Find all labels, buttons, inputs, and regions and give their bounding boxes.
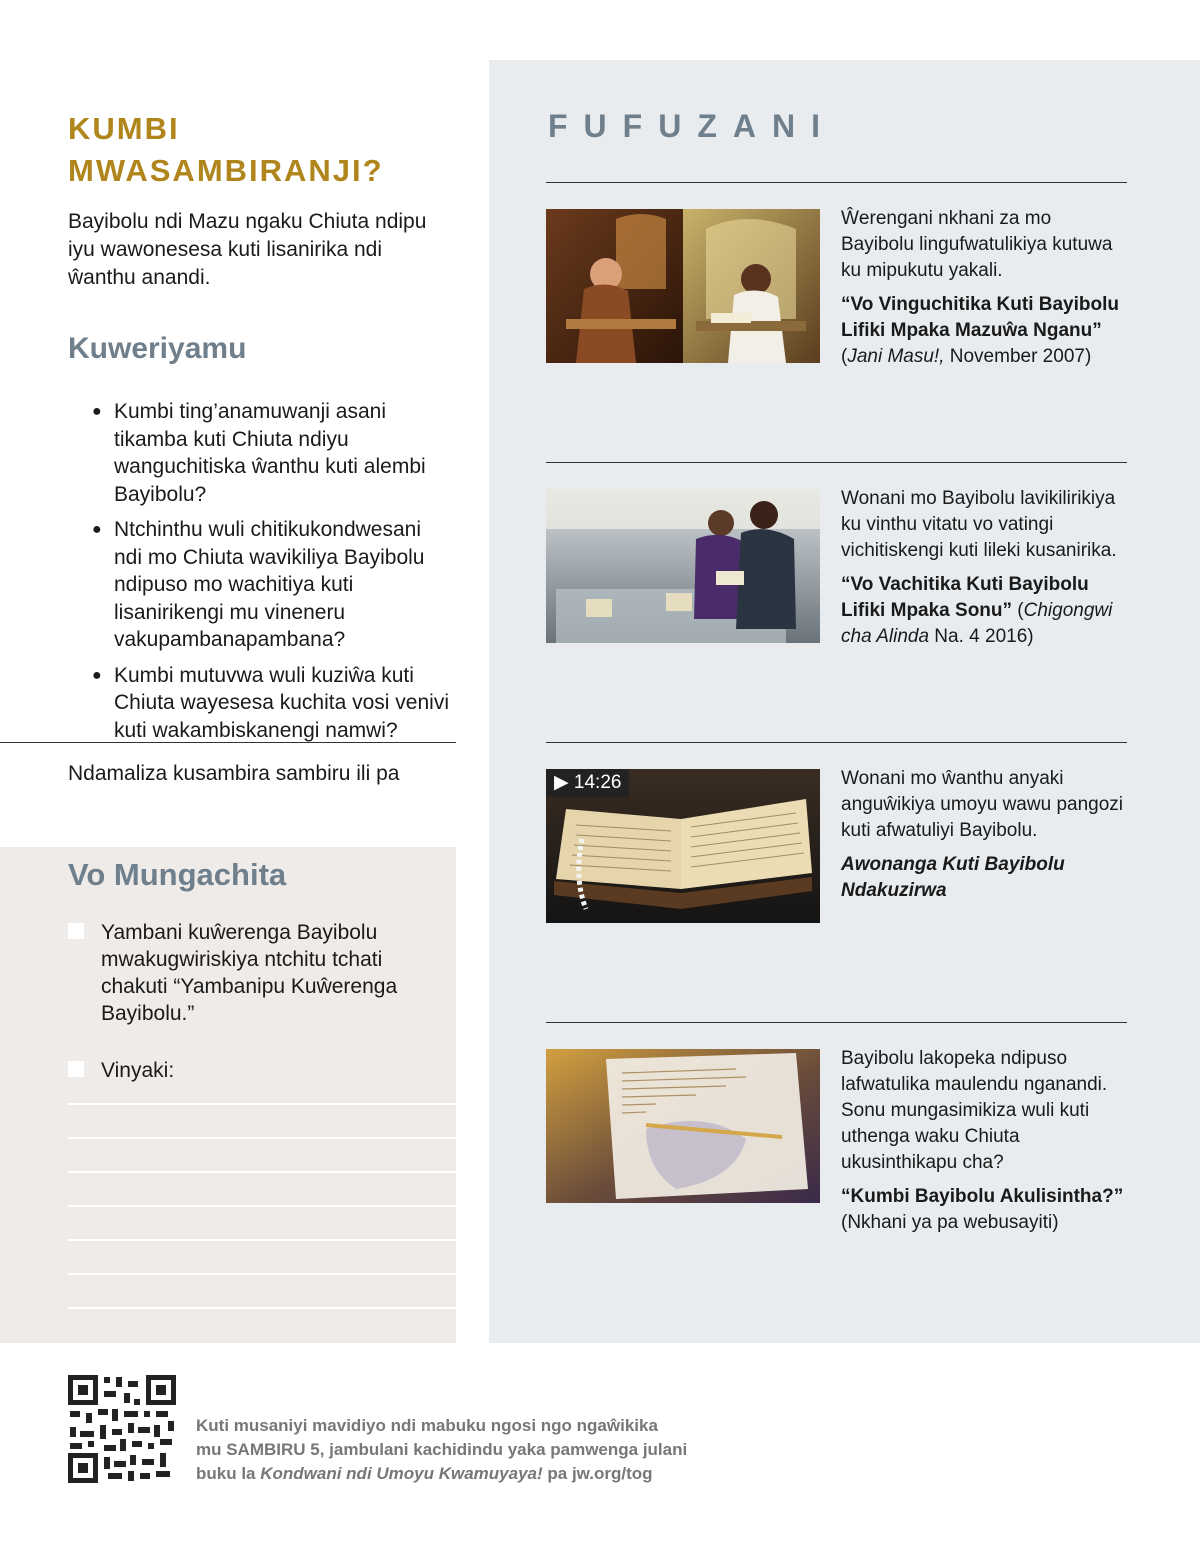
resource-title[interactable]: “Vo Vinguchitika Kuti Bayibolu Lifiki Mpaka Mazuŵa Nganu” xyxy=(841,294,1119,341)
footer-text: buku la xyxy=(196,1464,261,1483)
review-question xyxy=(90,398,450,508)
resource-entry xyxy=(841,486,1129,650)
video-duration-badge[interactable] xyxy=(546,769,629,797)
museum-image[interactable] xyxy=(546,489,820,643)
bullet-icon: ● xyxy=(92,666,102,684)
review-question-text: Ntchinthu wuli chitikukondwesani ndi mo Chiuta wavikiliya Bayibolu ndipuso mo wachitiya kuti lisanirikengi mu vineneru vakupambanapambana? xyxy=(114,518,425,651)
publication-name: Chigongwi cha Alinda xyxy=(841,600,1113,647)
writing-line[interactable] xyxy=(68,1137,456,1139)
recap-summary: Bayibolu ndi Mazu ngaku Chiuta ndipu iyu wawonesesa kuti lisanirika ndi ŵanthu anandi. xyxy=(68,210,427,289)
bullet-icon: ● xyxy=(92,521,102,538)
writing-line[interactable] xyxy=(68,1273,456,1275)
resource-source[interactable] xyxy=(841,1184,1129,1236)
review-question-text: Kumbi ting’anamuwanji asani tikamba kuti Chiuta ndiyu wanguchitiska ŵanthu kuti alembi Bayibolu? xyxy=(114,400,426,506)
goal-item xyxy=(68,919,448,1027)
review-question-text: Kumbi mutuvwa wuli kuziŵa kuti Chiuta wayesesa kuchita vosi venivi kuti wakambiskanengi namwi? xyxy=(114,663,449,742)
goal-text: Yambani kuŵerenga Bayibolu mwakugwiriskiya ntchitu tchati chakuti “Yambanipu Kuŵerenga Bayibolu.” xyxy=(101,921,398,1025)
qr-code[interactable] xyxy=(68,1375,176,1483)
divider xyxy=(546,1022,1127,1023)
play-icon: ▶ xyxy=(554,772,569,793)
remember-heading: FUFUZANI xyxy=(548,108,836,144)
resource-title[interactable]: “Kumbi Bayibolu Akulisintha?” xyxy=(841,1186,1124,1207)
review-question xyxy=(90,662,450,745)
remember-panel xyxy=(489,60,1200,1343)
divider xyxy=(546,742,1127,743)
review-question-list xyxy=(90,398,450,752)
video-duration: 14:26 xyxy=(573,772,622,793)
recap-title-line2: MWASAMBIRANJI? xyxy=(68,153,384,188)
footer-line xyxy=(196,1462,736,1486)
footer-line: mu SAMBIRU 5, jambulani kachidindu yaka pamwenga julani xyxy=(196,1440,688,1459)
recap-title xyxy=(68,108,448,192)
two-scribes-image[interactable] xyxy=(546,209,820,363)
goals-heading: Vo Mungachita xyxy=(68,857,287,892)
resource-source-text: November 2007) xyxy=(944,346,1092,367)
video-title[interactable]: Awonanga Kuti Bayibolu Ndakuzirwa xyxy=(841,854,1065,901)
writing-line[interactable] xyxy=(68,1307,456,1309)
resource-source[interactable] xyxy=(841,852,1129,904)
manuscript-image[interactable] xyxy=(546,1049,820,1203)
two-scribes-illustration xyxy=(546,209,820,363)
writing-line[interactable] xyxy=(68,1205,456,1207)
divider xyxy=(0,742,456,743)
footer-line: Kuti musaniyi mavidiyo ndi mabuku ngosi ngo ngaŵikika xyxy=(196,1416,658,1435)
divider xyxy=(546,462,1127,463)
goal-text: Vinyaki: xyxy=(101,1059,175,1082)
video-thumbnail[interactable] xyxy=(546,769,820,923)
handwriting-manuscript-photo xyxy=(546,1049,820,1203)
resource-entry xyxy=(841,766,1129,904)
writing-line[interactable] xyxy=(68,1103,456,1105)
review-question xyxy=(90,516,450,654)
resource-description: Ŵerengani nkhani za mo Bayibolu lingufwatulikiya kutuwa ku mipukutu yakali. xyxy=(841,208,1113,281)
footer-link-text[interactable]: pa jw.org/tog xyxy=(542,1464,653,1483)
recap-title-line1: KUMBI xyxy=(68,111,180,146)
resource-description: Wonani mo Bayibolu lavikilirikiya ku vinthu vitatu vo vatingi vichitiskengi kuti lileki kusanirika. xyxy=(841,488,1117,561)
resource-entry xyxy=(841,1046,1129,1236)
checkbox[interactable] xyxy=(68,923,84,939)
museum-couple-photo xyxy=(546,489,820,643)
resource-source-text: (Nkhani ya pa webusayiti) xyxy=(841,1212,1059,1233)
resource-title[interactable]: “Vo Vachitika Kuti Bayibolu Lifiki Mpaka Sonu” xyxy=(841,574,1089,621)
writing-line[interactable] xyxy=(68,1171,456,1173)
bullet-icon: ● xyxy=(92,403,102,420)
goals-panel xyxy=(0,847,456,1343)
resource-source[interactable] xyxy=(841,572,1129,650)
completed-statement: Ndamaliza kusambira sambiru ili pa xyxy=(68,762,400,785)
resource-source[interactable] xyxy=(841,292,1129,370)
resource-entry xyxy=(841,206,1129,370)
resource-source-text: ( xyxy=(841,346,848,367)
resource-source-text: Na. 4 2016) xyxy=(929,626,1034,647)
resource-source-text: ( xyxy=(1012,600,1024,621)
resource-description: Wonani mo ŵanthu anyaki anguŵikiya umoyu wawu pangozi kuti afwatuliyi Bayibolu. xyxy=(841,768,1123,841)
qr-code-graphic xyxy=(68,1375,176,1483)
book-title: Kondwani ndi Umoyu Kwamuyaya! xyxy=(260,1464,543,1483)
writing-line[interactable] xyxy=(68,1239,456,1241)
checkbox[interactable] xyxy=(68,1061,84,1077)
resource-description: Bayibolu lakopeka ndipuso lafwatulika maulendu nganandi. Sonu mungasimikiza wuli kuti uthenga waku Chiuta ukusinthikapu cha? xyxy=(841,1048,1108,1173)
review-heading: Kuweriyamu xyxy=(68,332,247,365)
footer-note xyxy=(196,1414,736,1486)
goal-item xyxy=(68,1057,448,1084)
left-column xyxy=(0,0,456,1343)
divider xyxy=(546,182,1127,183)
publication-name: Jani Masu!, xyxy=(847,346,945,367)
